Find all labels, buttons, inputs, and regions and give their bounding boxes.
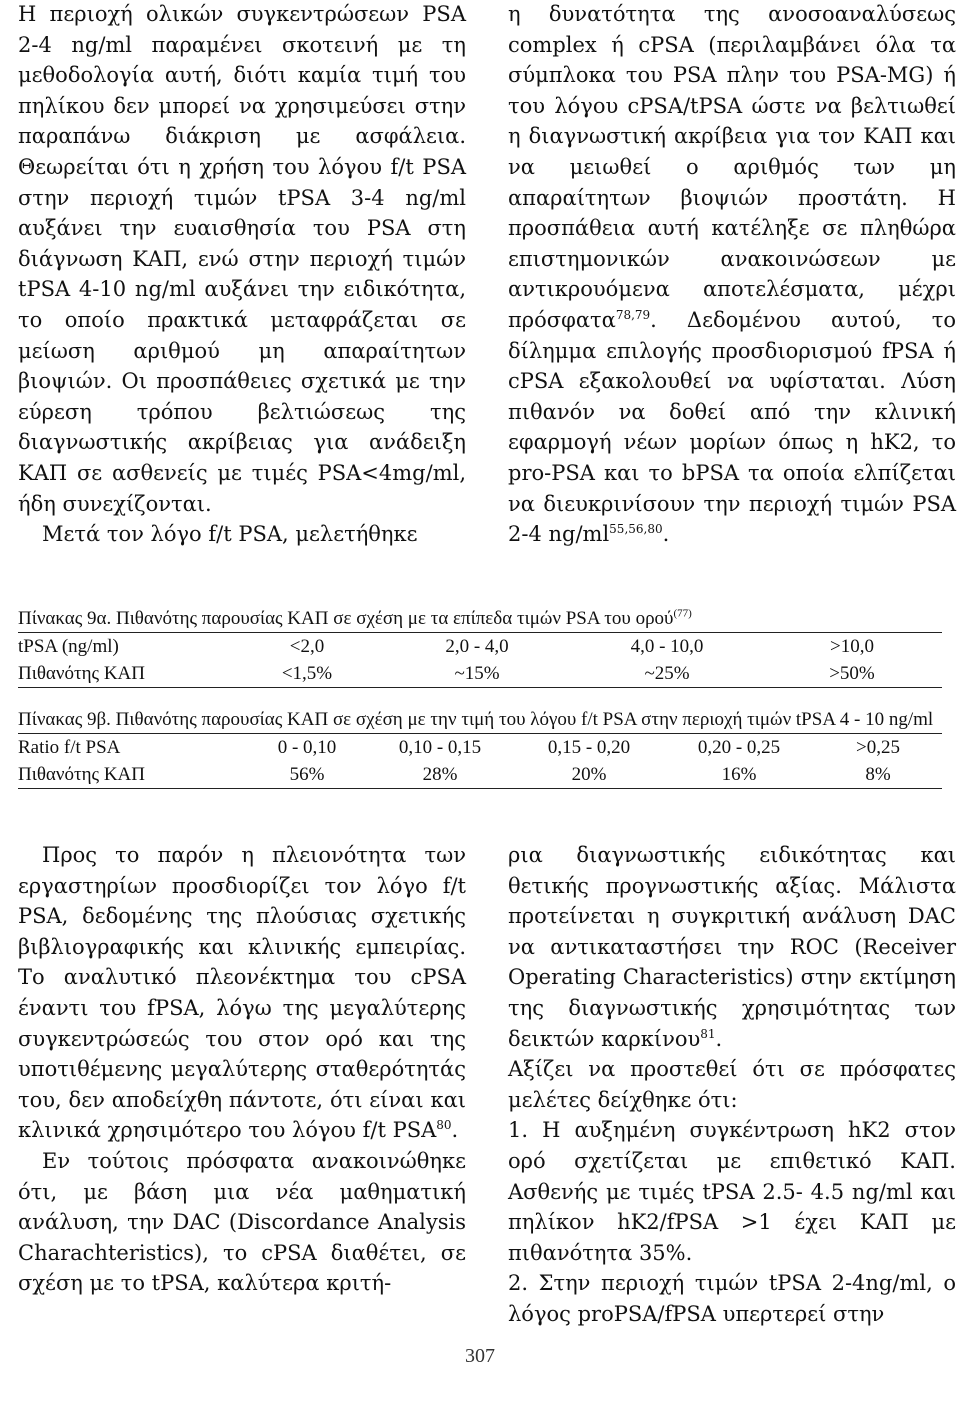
paragraph: Αξίζει να προστεθεί ότι σε πρόσφατες μελέτες δείχθηκε ότι: [508, 1057, 956, 1112]
table-cell: 4,0 - 10,0 [572, 633, 762, 661]
bottom-right-column [508, 840, 956, 1330]
paragraph-text: . [451, 1118, 459, 1143]
table-cell: Ratio f/t PSA [18, 734, 248, 762]
table-cell: 28% [366, 761, 514, 789]
table-9a [18, 605, 942, 688]
table-cell: Πιθανότης ΚΑΠ [18, 660, 232, 688]
data-table [18, 632, 942, 688]
table-cell: >50% [762, 660, 942, 688]
table-cell: >10,0 [762, 633, 942, 661]
table-cell: ~15% [382, 660, 572, 688]
table-cell: tPSA (ng/ml) [18, 633, 232, 661]
data-table [18, 733, 942, 789]
citation-ref: 81 [700, 1026, 716, 1041]
top-right-column [508, 0, 956, 550]
table-cell: ~25% [572, 660, 762, 688]
paragraph-text: . [662, 522, 670, 547]
citation-ref: 55,56,80 [609, 522, 663, 537]
table-cell: <1,5% [232, 660, 382, 688]
top-left-column [18, 0, 466, 550]
paragraph-text: η δυνατότητα της ανοσοαναλύσεως complex ή cPSA (περιλαμβάνει όλα τα σύμπλοκα του PSA πλην του PSA-MG) ή του λόγου cPSA/tPSA ώστε να βελτιωθεί η διαγνωστική ακρίβεια για τον ΚΑΠ και να μειωθεί ο αριθμός των μη απαραίτητων βιοψιών προστάτη. Η προσπάθεια αυτή κατέληξε σε πληθώρα επιστημονικών ανακοινώσεων με αντικρουόμενα αποτελέσματα, μέχρι πρόσφατα [508, 2, 956, 332]
list-item: 2. Στην περιοχή τιμών tPSA 2-4ng/ml, ο λόγος proPSA/fPSA υπερτερεί στην [508, 1271, 956, 1326]
table-cell: 0,10 - 0,15 [366, 734, 514, 762]
table-header-row [18, 734, 942, 762]
list-item: 1. Η αυξημένη συγκέντρωση hK2 στον ορό σχετίζεται με επιθετικό ΚΑΠ. Ασθενής με τιμές tPSA 2.5- 4.5 ng/ml και πηλίκον hK2/fPSA >1 έχει ΚΑΠ με πιθανότητα 35%. [508, 1118, 956, 1265]
paragraph [508, 840, 956, 1054]
table-caption [18, 605, 942, 632]
paragraph-text: . [715, 1026, 723, 1051]
bottom-left-column [18, 840, 466, 1299]
citation-ref: 80 [436, 1118, 452, 1133]
paragraph-text: . Δεδομένου αυτού, το δίλημμα επιλογής προσδιορισμού fPSA ή cPSA εξακολουθεί να υφίσταται. Λύση πιθανόν να δοθεί από την κλινική εφαρμογή νέων μορίων όπως η hK2, το pro-PSA και το bPSA τα οποία ελπίζεται να διευκρινίσουν την περιοχή τιμών PSA 2-4 ng/ml [508, 307, 956, 547]
table-cell: <2,0 [232, 633, 382, 661]
table-cell: 0 - 0,10 [248, 734, 366, 762]
paragraph: Εν τούτοις πρόσφατα ανακοινώθηκε ότι, με βάση μια νέα μαθηματική ανάλυση, την DAC (Discordance Analysis Charachteristics), το cPSA διαθέτει, σε σχέση με το tPSA, καλύτερα κριτή- [18, 1148, 466, 1296]
table-cell: 16% [664, 761, 814, 789]
table-cell: >0,25 [814, 734, 942, 762]
paragraph [508, 0, 956, 550]
table-row [18, 761, 942, 789]
paragraph: Μετά τον λόγο f/t PSA, μελετήθηκε [42, 522, 418, 547]
table-cell: 20% [514, 761, 664, 789]
table-header-row [18, 633, 942, 661]
table-9b [18, 706, 942, 789]
table-cell: Πιθανότης ΚΑΠ [18, 761, 248, 789]
table-cell: 0,20 - 0,25 [664, 734, 814, 762]
paragraph: Η περιοχή ολικών συγκεντρώσεων PSA 2-4 ng/ml παραμένει σκοτεινή με τη μεθοδολογία αυτή, διότι καμία τιμή του πηλίκου δεν μπορεί να χρησιμεύσει στην παραπάνω διάκριση με ασφάλεια. Θεωρείται ότι η χρήση του λόγου f/t PSA στην περιοχή τιμών tPSA 3-4 ng/ml αυξάνει την ευαισθησία του PSA στη διάγνωση ΚΑΠ, ενώ στην περιοχή τιμών tPSA 4-10 ng/ml αυξάνει την ειδικότητα, το οποίο πρακτικά μεταφράζεται σε μείωση αριθμού μη απαραίτητων βιοψιών. Οι προσπάθειες σχετικά με την εύρεση τρόπου βελτιώσεως της διαγνωστικής ακρίβειας για ανάδειξη ΚΑΠ σε ασθενείς με τιμές PSA<4mg/ml, ήδη συνεχίζονται. [18, 2, 466, 516]
caption-text: Πίνακας 9α. Πιθανότης παρουσίας ΚΑΠ σε σχέση με τα επίπεδα τιμών PSA του ορού [18, 608, 674, 629]
paragraph-text: Προς το παρόν η πλειονότητα των εργαστηρίων προσδιορίζει τον λόγο f/t PSA, δεδομένης της πλούσιας σχετικής βιβλιογραφικής και κλινικής εμπειρίας. Το αναλυτικό πλεονέκτημα του cPSA έναντι του fPSA, λόγω της μεγαλύτερης συγκεντρώσεώς του στον ορό και της υποτιθέμενης μεγαλύτερης σταθερότητάς του, δεν αποδείχθη πάντοτε, ότι είναι και κλινικά χρησιμότερο του λόγου f/t PSA [18, 843, 466, 1143]
table-cell: 2,0 - 4,0 [382, 633, 572, 661]
citation-ref: 78,79 [615, 307, 651, 322]
citation-ref: (77) [673, 607, 692, 620]
table-row [18, 660, 942, 688]
table-cell: 56% [248, 761, 366, 789]
table-caption: Πίνακας 9β. Πιθανότης παρουσίας ΚΑΠ σε σχέση με την τιμή του λόγου f/t PSA στην περιοχή τιμών tPSA 4 - 10 ng/ml [18, 709, 934, 730]
page-number: 307 [465, 1345, 495, 1367]
table-cell: 0,15 - 0,20 [514, 734, 664, 762]
paragraph [18, 840, 466, 1146]
table-cell: 8% [814, 761, 942, 789]
paragraph-text: ρια διαγνωστικής ειδικότητας και θετικής προγνωστικής αξίας. Μάλιστα προτείνεται η συγκριτική ανάλυση DAC να αντικαταστήσει την ROC (Receiver Operating Characteristics) στην εκτίμηση της διαγνωστικής χρησιμότητας των δεικτών καρκίνου [508, 843, 956, 1051]
